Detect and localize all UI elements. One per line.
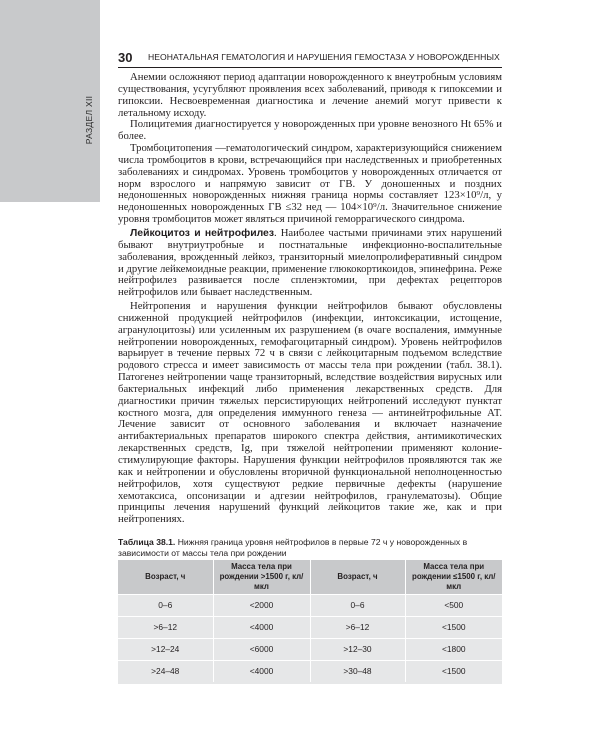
table-cell: >6–12 <box>118 616 213 638</box>
table-cell: <4000 <box>213 616 310 638</box>
table-row <box>118 594 502 616</box>
table-cell: >12–24 <box>118 638 213 660</box>
table-cell: <500 <box>405 594 502 616</box>
table-cell: 0–6 <box>118 594 213 616</box>
table-cell: <1800 <box>405 638 502 660</box>
paragraph-thrombocytopenia: Тромбоцитопения —гематологический синдром, характеризующийся снижением числа тромбоцитов в крови, встречающийся при наследственных и приобретенных заболеваниях и синдромах. Уровень тромбоцитов у новорожденных отличается от норм взрослого и напрямую зависит от ГВ. У доношенных и поздних недоношенных новорожденных нижняя граница нормы составляет 123×10⁹/л, у недоношенных новорожденных ГВ ≤32 нед — 104×10⁹/л. Значительное снижение уровня тромбоцитов может являться причиной геморрагического синдрома. <box>118 142 502 226</box>
paragraph-polycythemia: Полицитемия диагностируется у новорожденных при уровне венозного Ht 65% и более. <box>118 118 502 143</box>
table-cell: <1500 <box>405 616 502 638</box>
table-caption <box>118 537 506 558</box>
paragraph-leukocytosis-text: . Наиболее частыми причинами этих нарушений бывают внутриутробные и постнатальные инфекционно-воспалительные заболевания, врожденный лейкоз, транзиторный миелопролиферативный синдром и другие лейкемоидные реакции, применение глюкокортикоидов, эпинефрина. Реже нейтрофилез развивается после спленэктомии, при дефектах рецепторов нейтрофилов или бывает наследственным. <box>118 226 502 299</box>
table-cell: <1500 <box>405 660 502 682</box>
paragraph-heading: Лейкоцитоз и нейтрофилез <box>130 227 274 239</box>
table-header-cell: Масса тела при рождении >1500 г, кл/мкл <box>213 560 310 594</box>
table-header-row <box>118 560 502 594</box>
table-row <box>118 660 502 682</box>
table-header-cell: Возраст, ч <box>310 560 405 594</box>
section-label-text: РАЗДЕЛ XII <box>84 95 94 145</box>
table-cell: >30–48 <box>310 660 405 682</box>
table-cell: <2000 <box>213 594 310 616</box>
table-row <box>118 638 502 660</box>
body-text <box>118 72 502 526</box>
running-title: НЕОНАТАЛЬНАЯ ГЕМАТОЛОГИЯ И НАРУШЕНИЯ ГЕМОСТАЗА У НОВОРОЖДЕННЫХ <box>148 52 500 62</box>
paragraph-anemia: Анемии осложняют период адаптации новорожденного к внеутробным условиям существования, усугубляют проявления всех заболеваний, приводя к гипоксемии и гипоксии. Несвоевременная диагностика и лечение анемий могут привести к летальному исходу. <box>118 71 502 119</box>
page-header <box>118 50 538 66</box>
table-caption-text: Нижняя граница уровня нейтрофилов в первые 72 ч у новорожденных в зависимости от массы тела при рождении <box>118 537 468 558</box>
neutrophil-table <box>118 560 502 682</box>
paragraph-neutropenia: Нейтропения и нарушения функции нейтрофилов бывают обусловлены сниженной продукцией нейтрофилов (инфекции, интоксикации, истощение, агранулоцитозы) или усиленным их разрушением (в очаге воспаления, иммунные нейтропении новорожденных, гемофагоцитарный синдром). Уровень нейтрофилов варьирует в течение первых 72 ч в связи с лейкоцитарным подъемом вследствие родового стресса и имеет зависимость от массы тела при рождении (табл. 38.1). Патогенез нейтропении чаще транзиторный, вследствие воздействия вирусных или бактериальных инфекций либо применения лекарственных средств. Для диагностики причин тяжелых персистирующих нейтропений исследуют пунктат костного мозга, для определения иммунного генеза — антинейтрофильные АТ. Лечение зависит от основного заболевания и включает назначение антибактериальных препаратов широкого спектра действия, антимикотических лекарственных средств, Ig, при тяжелой нейтропении применяют колоние-стимулирующие факторы. Нарушения функции нейтрофилов проявляются так же как и нейтропении и обусловлены вторичной функциональной неполноценностью нейтрофилов, хотя существуют редкие первичные дефекты (нарушение хемотаксиса, опсонизации и адгезии нейтрофилов, гранулематозы). Общие принципы лечения нарушений функций лейкоцитов такие же, как и при нейтропениях. <box>118 300 502 526</box>
table-caption-label: Таблица 38.1. <box>118 537 176 547</box>
table-cell: >24–48 <box>118 660 213 682</box>
table-header-cell: Масса тела при рождении ≤1500 г, кл/мкл <box>405 560 502 594</box>
table-row <box>118 616 502 638</box>
table-cell: 0–6 <box>310 594 405 616</box>
table-container <box>118 560 502 684</box>
table-cell: <6000 <box>213 638 310 660</box>
section-label <box>82 90 96 150</box>
table-header-cell: Возраст, ч <box>118 560 213 594</box>
page-number: 30 <box>118 50 133 65</box>
table-cell: <4000 <box>213 660 310 682</box>
table-cell: >6–12 <box>310 616 405 638</box>
table-cell: >12–30 <box>310 638 405 660</box>
header-rule <box>118 67 502 68</box>
paragraph-leukocytosis <box>118 228 502 299</box>
